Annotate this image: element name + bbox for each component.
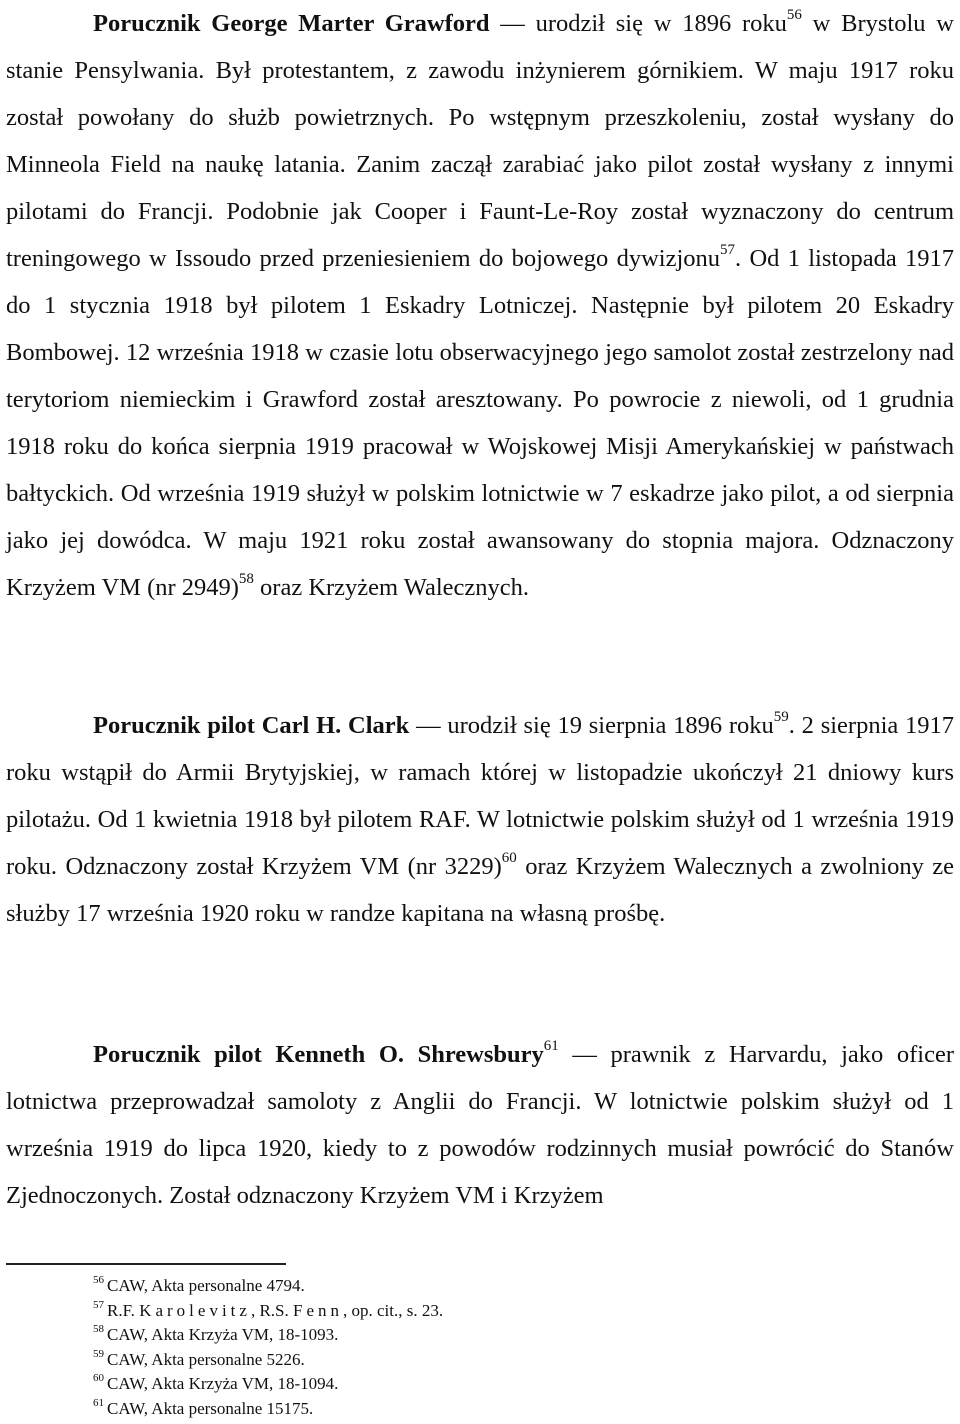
footnote-text: , op. cit., s. 23.	[342, 1300, 444, 1320]
footnote	[93, 1372, 793, 1397]
footnote-number: 58	[93, 1323, 104, 1336]
footnote-ref: 59	[773, 708, 789, 725]
footnote-number: 57	[93, 1298, 104, 1311]
footnote-text: R.F.	[107, 1300, 140, 1320]
footnote-number: 56	[93, 1274, 104, 1287]
text-segment: prawnik z Harvardu, jako oficer lotnictwa przeprowadzał samoloty z Anglii do Francji. W lotnictwie polskim służył od 1 września 1919 do lipca 1920, kiedy to z powodów rodzinnych musiał powrócić do Stanów Zjednoczonych. Został odznaczony Krzyżem VM i Krzyżem	[6, 1041, 954, 1209]
footnote-ref: 61	[543, 1037, 559, 1054]
paragraph-shrewsbury	[6, 1031, 954, 1221]
footnote	[93, 1348, 793, 1373]
text-segment: . Od 1 listopada 1917 do 1 stycznia 1918 był pilotem 1 Eskadry Lotniczej. Następnie był pilotem 20 Eskadry Bombowej. 12 września 1918 w czasie lotu obserwacyjnego jego samolot został zestrzelony nad terytoriom niemieckim i Grawford został aresztowany. Po powrocie z niewoli, od 1 grudnia 1918 roku do końca sierpnia 1919 pracował w Wojskowej Misji Amerykańskiej w państwach bałtyckich. Od września 1919 służył w polskim lotnictwie w 7 eskadrze jako pilot, a od sierpnia jako jej dowódca. W maju 1921 roku został awansowany do stopnia majora. Odznaczony Krzyżem VM (nr 2949)	[6, 245, 954, 601]
person-name: Porucznik pilot Carl H. Clark	[93, 712, 410, 739]
footnote-separator	[6, 1263, 286, 1265]
em-dash: ―	[489, 10, 536, 37]
text-segment: oraz Krzyżem Walecznych.	[253, 574, 530, 601]
paragraph-grawford	[6, 0, 954, 611]
footnote-text: CAW, Akta Krzyża VM, 18-1094.	[107, 1374, 339, 1393]
footnote	[93, 1397, 793, 1422]
text-segment: oraz Krzyżem Walecznych a zwolniony ze służby 17 września 1920 roku w randze kapitana na własną prośbę.	[6, 853, 955, 927]
paragraph-clark	[6, 702, 954, 937]
footnote-number: 61	[93, 1396, 104, 1409]
footnote-ref: 56	[786, 6, 802, 23]
em-dash: ―	[558, 1041, 611, 1068]
footnote	[93, 1299, 793, 1324]
footnote-ref: 57	[720, 241, 736, 258]
text-segment: w Brystolu w stanie Pensylwania. Był protestantem, z zawodu inżynierem górnikiem. W maju 1917 roku został powołany do służb powietrznych. Po wstępnym przeszkoleniu, został wysłany do Minneola Field na naukę latania. Zanim zaczął zarabiać jako pilot został wysłany z innymi pilotami do Francji. Podobnie jak Cooper i Faunt-Le-Roy został wyznaczony do centrum treningowego w Issoudo przed przeniesieniem do bojowego dywizjonu	[6, 10, 954, 272]
footnote-number: 60	[93, 1372, 104, 1385]
footnote-text: CAW, Akta Krzyża VM, 18-1093.	[107, 1325, 339, 1344]
footnote-ref: 60	[501, 849, 517, 866]
text-segment: urodził się w 1896 roku	[535, 10, 787, 37]
footnote-text: CAW, Akta personalne 4794.	[107, 1276, 305, 1295]
footnote-author-spaced: Karolevitz	[139, 1300, 251, 1320]
footnotes	[93, 1274, 793, 1421]
footnote	[93, 1323, 793, 1348]
footnote-text: CAW, Akta personalne 15175.	[107, 1398, 314, 1418]
footnote-author-spaced: Fenn	[292, 1300, 343, 1320]
footnote-text: CAW, Akta personalne 5226.	[107, 1349, 305, 1369]
footnote	[93, 1274, 793, 1299]
text-segment: . 2 sierpnia 1917 roku wstąpił do Armii Brytyjskiej, w ramach której w listopadzie ukończył 21 dniowy kurs pilotażu. Od 1 kwietnia 1918 był pilotem RAF. W lotnictwie polskim służył od 1 września 1919 roku. Odznaczony został Krzyżem VM (nr 3229)	[6, 712, 955, 880]
footnote-text: , R.S.	[250, 1300, 293, 1320]
text-segment: urodził się 19 sierpnia 1896 roku	[447, 712, 774, 739]
person-name: Porucznik pilot Kenneth O. Shrewsbury	[93, 1041, 544, 1068]
footnote-ref: 58	[238, 570, 254, 587]
footnote-number: 59	[93, 1347, 104, 1360]
em-dash: ―	[409, 712, 448, 739]
person-name: Porucznik George Marter Grawford	[93, 10, 490, 37]
